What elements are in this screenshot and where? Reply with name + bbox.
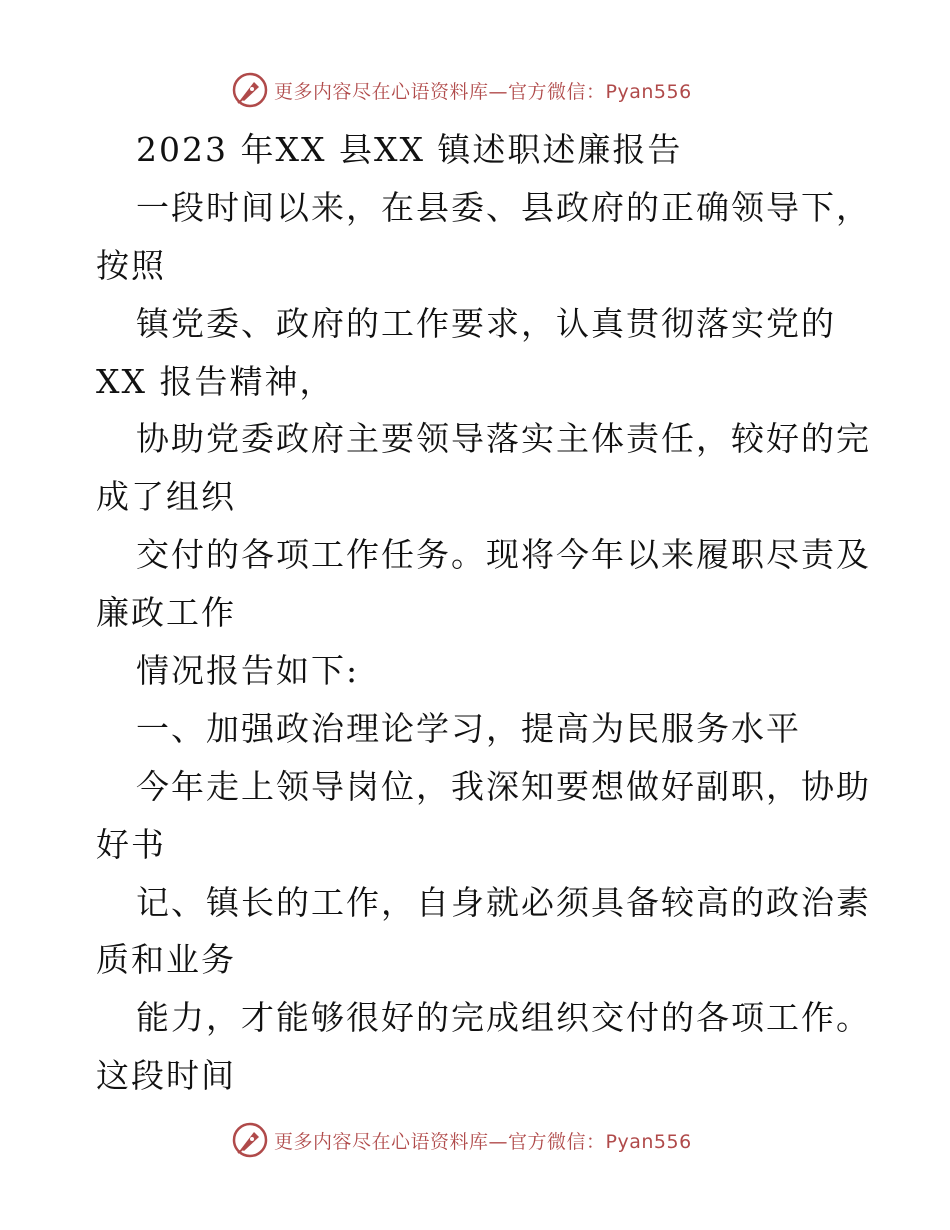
paragraph-line: 镇党委、政府的工作要求，认真贯彻落实党的 [136, 303, 836, 343]
paragraph-line: 协助党委政府主要领导落实主体责任，较好的完 [136, 419, 871, 459]
section-heading: 一、加强政治理论学习，提高为民服务水平 [136, 708, 801, 748]
header-banner [232, 70, 692, 110]
fountain-pen-logo-icon [232, 1122, 268, 1158]
fountain-pen-logo-icon [232, 72, 268, 108]
footer-banner-text: 更多内容尽在心语资料库—官方微信：Pyan556 [274, 1130, 692, 1153]
paragraph-line: 记、镇长的工作，自身就必须具备较高的政治素 [136, 882, 871, 922]
paragraph-line: 一段时间以来，在县委、县政府的正确领导下， [136, 187, 871, 227]
footer-banner [232, 1120, 692, 1160]
paragraph-line: 情况报告如下: [136, 651, 360, 691]
paragraph-line: 质和业务 [96, 940, 236, 980]
paragraph-line: 廉政工作 [96, 593, 236, 633]
paragraph-line: XX 报告精神， [96, 361, 335, 401]
paragraph-line: 好书 [96, 824, 166, 864]
document-title: 2023 年XX 县XX 镇述职述廉报告 [136, 130, 683, 169]
paragraph-line: 交付的各项工作任务。现将今年以来履职尽责及 [136, 535, 871, 575]
paragraph-line: 能力，才能够很好的完成组织交付的各项工作。 [136, 998, 871, 1038]
paragraph-line: 成了组织 [96, 477, 236, 517]
paragraph-line: 按照 [96, 245, 166, 285]
paragraph-line: 今年走上领导岗位，我深知要想做好副职，协助 [136, 766, 871, 806]
header-banner-text: 更多内容尽在心语资料库—官方微信：Pyan556 [274, 80, 692, 103]
document-body [96, 121, 886, 1105]
paragraph-line: 这段时间 [96, 1056, 236, 1096]
